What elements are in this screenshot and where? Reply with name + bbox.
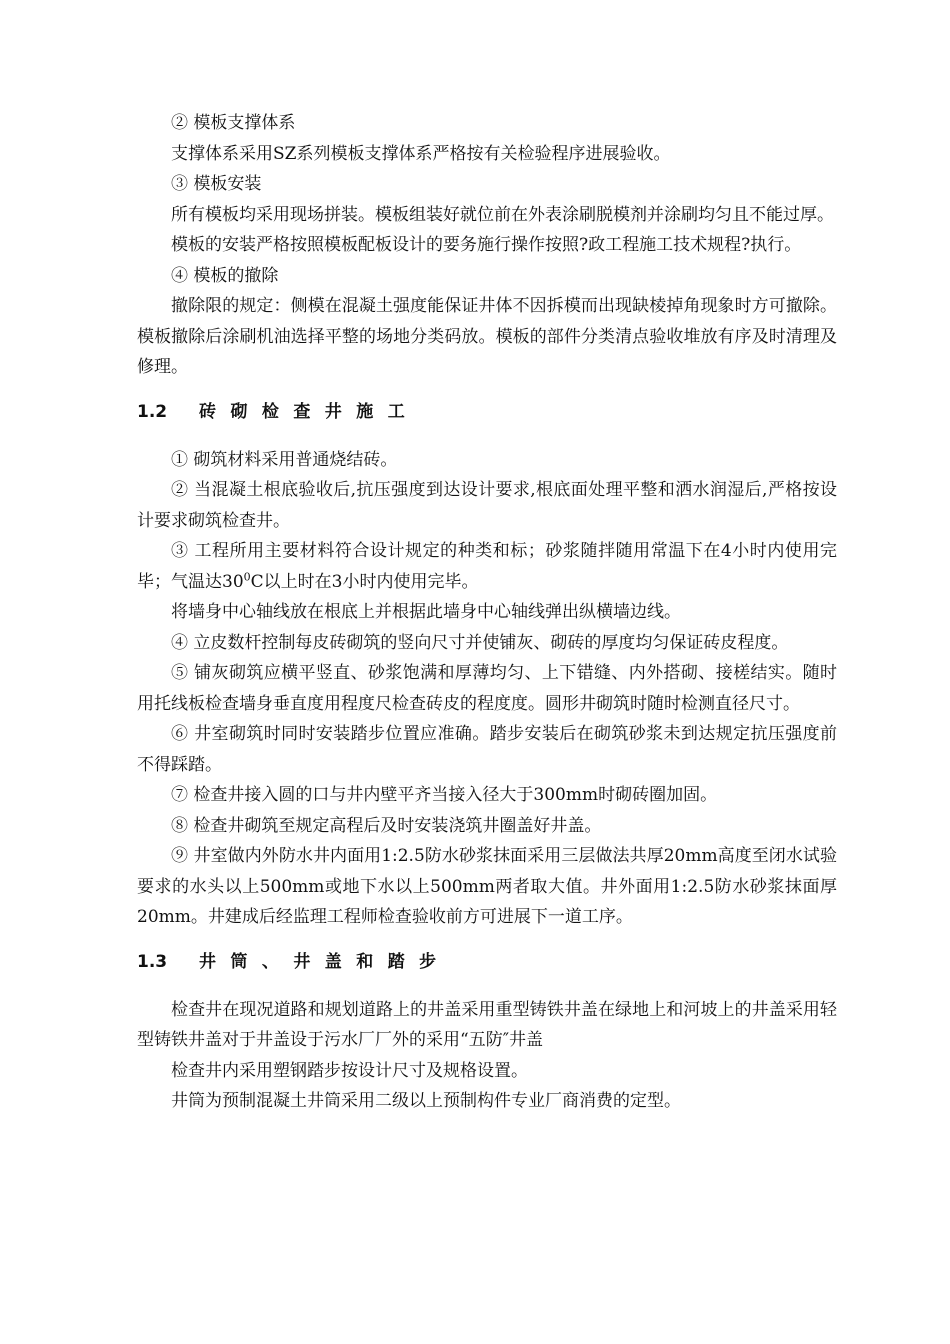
paragraph: 撤除限的规定：侧模在混凝土强度能保证井体不因拆模而出现缺棱掉角现象时方可撤除。模板撤除后涂刷机油选择平整的场地分类码放。模板的部件分类清点验收堆放有序及时清理及修理。 [137, 296, 837, 377]
list-item-temperature [137, 536, 837, 597]
superscript: 0 [243, 569, 251, 583]
section-number: 1.2 [137, 401, 168, 422]
list-item: ① 砌筑材料采用普通烧结砖。 [171, 449, 398, 470]
list-item: ④ 立皮数杆控制每皮砖砌筑的竖向尺寸并使铺灰、砌砖的厚度均匀保证砖皮程度。 [171, 632, 789, 653]
list-item: ② 当混凝土根底验收后,抗压强度到达设计要求,根底面处理平整和洒水润湿后,严格按设计要求砌筑检查井。 [137, 480, 837, 531]
list-item: ⑥ 井室砌筑时同时安装踏步位置应准确。踏步安装后在砌筑砂浆未到达规定抗压强度前不得踩踏。 [137, 724, 837, 775]
document-page [137, 108, 837, 1117]
paragraph: 井筒为预制混凝土井筒采用二级以上预制构件专业厂商消费的定型。 [171, 1091, 681, 1111]
list-item: ⑨ 井室做内外防水井内面用1:2.5防水砂浆抹面采用三层做法共厚20mm高度至闭水试验要求的水头以上500mm或地下水以上500mm两者取大值。井外面用1:2.5防水砂浆抹面厚20mm。井建成后经监理工程师检查验收前方可进展下一道工序。 [137, 846, 837, 927]
section-heading-1-2 [137, 397, 837, 427]
section-number: 1.3 [137, 951, 168, 972]
list-item: ⑦ 检查井接入圆的口与井内壁平齐当接入径大于300mm时砌砖圈加固。 [171, 785, 718, 805]
paragraph: 检查井在现况道路和规划道路上的井盖采用重型铸铁井盖在绿地上和河坡上的井盖采用轻型铸铁井盖对于井盖设于污水厂厂外的采用“五防″井盖 [137, 999, 837, 1050]
subheading-formwork-install: ③ 模板安装 [171, 174, 262, 194]
paragraph: 检查井内采用塑钢踏步按设计尺寸及规格设置。 [171, 1060, 528, 1081]
paragraph: 所有模板均采用现场拼装。模板组装好就位前在外表涂刷脱模剂并涂刷均匀且不能过厚。 [171, 204, 834, 225]
subheading-formwork-removal: ④ 模板的撤除 [171, 265, 279, 286]
section-title: 砖砌检查井施工 [199, 401, 420, 422]
text-run: C以上时在3小时内使用完毕。 [250, 571, 479, 592]
paragraph: 支撑体系采用SZ系列模板支撑体系严格按有关检验程序进展验收。 [171, 143, 671, 164]
paragraph: 模板的安装严格按照模板配板设计的要务施行操作按照?政工程施工技术规程?执行。 [171, 235, 802, 255]
paragraph: 将墙身中心轴线放在根底上并根据此墙身中心轴线弹出纵横墙边线。 [171, 602, 681, 622]
section-title: 井筒、井盖和踏步 [199, 951, 451, 972]
list-item: ⑤ 铺灰砌筑应横平竖直、砂浆饱满和厚薄均匀、上下错缝、内外搭砌、接槎结实。随时用托线板检查墙身垂直度用程度尺检查砖皮的程度度。圆形井砌筑时随时检测直径尺寸。 [137, 663, 837, 714]
section-heading-1-3 [137, 947, 837, 977]
list-item: ⑧ 检查井砌筑至规定高程后及时安装浇筑井圈盖好井盖。 [171, 815, 602, 836]
subheading-support-system: ② 模板支撑体系 [171, 113, 296, 133]
text-run: ③ 工程所用主要材料符合设计规定的种类和标；砂浆随拌随用常温下在4小时内使用完毕；气温达30 [137, 541, 837, 592]
